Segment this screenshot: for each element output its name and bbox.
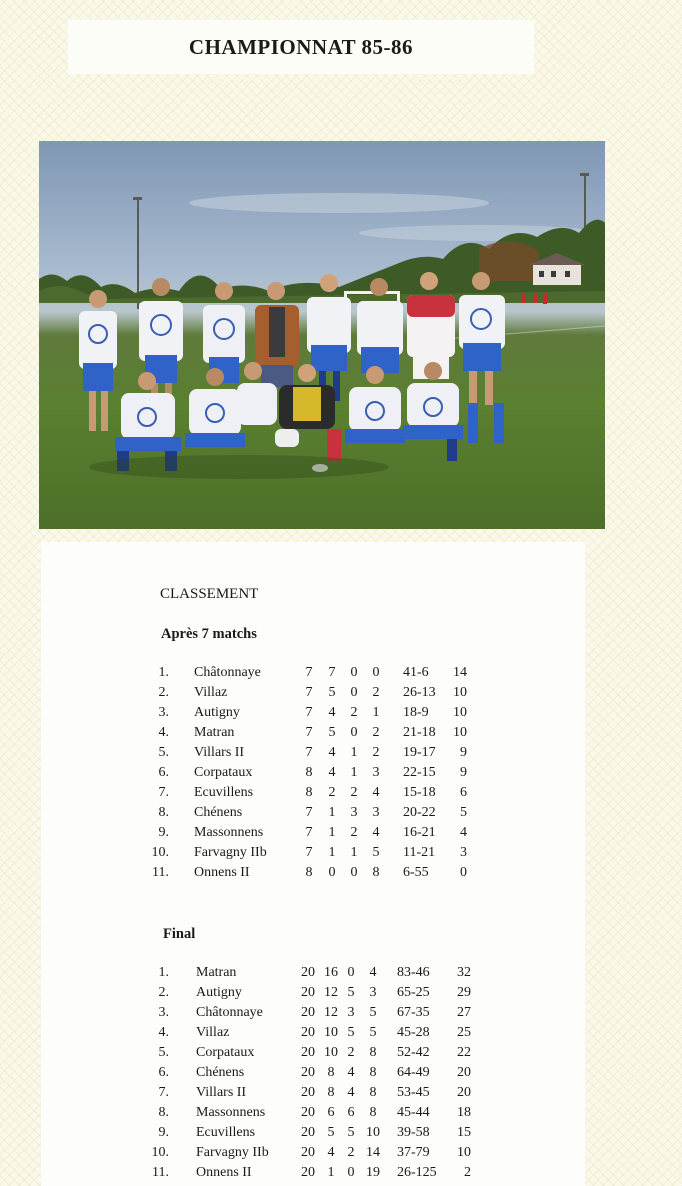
played-cell: 7 — [305, 745, 313, 760]
goals-cell: 19-17 — [403, 745, 436, 760]
lost-cell: 8 — [372, 865, 380, 880]
goals-cell: 37-79 — [397, 1145, 430, 1160]
drawn-cell: 0 — [347, 1165, 355, 1180]
team-cell: Châtonnaye — [196, 1005, 263, 1020]
position-cell: 6. — [158, 1065, 169, 1080]
team-cell: Corpataux — [194, 765, 253, 780]
position-cell: 4. — [158, 1025, 169, 1040]
played-cell: 20 — [301, 1105, 315, 1120]
goals-cell: 6-55 — [403, 865, 429, 880]
drawn-cell: 6 — [347, 1105, 355, 1120]
lost-cell: 8 — [369, 1065, 377, 1080]
goals-cell: 45-28 — [397, 1025, 430, 1040]
drawn-cell: 0 — [350, 685, 358, 700]
drawn-cell: 0 — [347, 965, 355, 980]
won-cell: 1 — [328, 825, 336, 840]
played-cell: 20 — [301, 1045, 315, 1060]
played-cell: 7 — [305, 705, 313, 720]
points-cell: 3 — [460, 845, 467, 860]
won-cell: 0 — [328, 865, 336, 880]
position-cell: 5. — [158, 1045, 169, 1060]
points-cell: 20 — [457, 1065, 471, 1080]
drawn-cell: 0 — [350, 725, 358, 740]
points-cell: 27 — [457, 1005, 471, 1020]
points-cell: 20 — [457, 1085, 471, 1100]
points-cell: 10 — [453, 685, 467, 700]
won-cell: 12 — [324, 1005, 338, 1020]
position-cell: 11. — [152, 865, 169, 880]
position-cell: 2. — [158, 685, 169, 700]
goals-cell: 39-58 — [397, 1125, 430, 1140]
team-cell: Chénens — [194, 805, 243, 820]
team-cell: Ecuvillens — [196, 1125, 256, 1140]
lost-cell: 4 — [369, 965, 377, 980]
lost-cell: 1 — [372, 705, 380, 720]
team-cell: Châtonnaye — [194, 665, 261, 680]
goals-cell: 22-15 — [403, 765, 436, 780]
position-cell: 9. — [158, 825, 169, 840]
won-cell: 16 — [324, 965, 338, 980]
position-cell: 8. — [158, 805, 169, 820]
team-cell: Villaz — [194, 685, 228, 700]
won-cell: 7 — [328, 665, 336, 680]
position-cell: 5. — [158, 745, 169, 760]
position-cell: 6. — [158, 765, 169, 780]
won-cell: 1 — [328, 845, 336, 860]
played-cell: 7 — [305, 825, 313, 840]
team-cell: Matran — [196, 965, 237, 980]
team-cell: Corpataux — [196, 1045, 255, 1060]
won-cell: 10 — [324, 1045, 338, 1060]
position-cell: 10. — [151, 1145, 169, 1160]
points-cell: 22 — [457, 1045, 471, 1060]
drawn-cell: 0 — [350, 865, 358, 880]
goals-cell: 26-125 — [397, 1165, 437, 1180]
lost-cell: 8 — [369, 1085, 377, 1100]
team-cell: Massonnens — [194, 825, 264, 840]
won-cell: 8 — [327, 1085, 335, 1100]
team-cell: Chénens — [196, 1065, 245, 1080]
played-cell: 8 — [305, 865, 313, 880]
standings-sheet — [41, 542, 585, 1186]
lost-cell: 2 — [372, 685, 380, 700]
drawn-cell: 5 — [347, 1025, 355, 1040]
goals-cell: 15-18 — [403, 785, 436, 800]
goals-cell: 53-45 — [397, 1085, 430, 1100]
points-cell: 25 — [457, 1025, 471, 1040]
lost-cell: 8 — [369, 1105, 377, 1120]
drawn-cell: 5 — [347, 1125, 355, 1140]
points-cell: 32 — [457, 965, 471, 980]
played-cell: 20 — [301, 965, 315, 980]
played-cell: 20 — [301, 1025, 315, 1040]
after-7-heading: Après 7 matchs — [161, 626, 257, 642]
team-photo — [39, 141, 605, 529]
played-cell: 20 — [301, 1065, 315, 1080]
points-cell: 29 — [457, 985, 471, 1000]
goals-cell: 83-46 — [397, 965, 430, 980]
team-cell: Matran — [194, 725, 235, 740]
points-cell: 15 — [457, 1125, 471, 1140]
position-cell: 11. — [152, 1165, 169, 1180]
won-cell: 1 — [328, 805, 336, 820]
position-cell: 10. — [151, 845, 169, 860]
drawn-cell: 1 — [350, 845, 358, 860]
played-cell: 7 — [305, 725, 313, 740]
points-cell: 2 — [464, 1165, 471, 1180]
points-cell: 4 — [460, 825, 467, 840]
points-cell: 10 — [453, 725, 467, 740]
points-cell: 18 — [457, 1105, 471, 1120]
team-cell: Autigny — [194, 705, 240, 720]
page-title: CHAMPIONNAT 85-86 — [188, 34, 414, 59]
title-card — [68, 20, 534, 74]
points-cell: 5 — [460, 805, 467, 820]
played-cell: 20 — [301, 1125, 315, 1140]
drawn-cell: 1 — [350, 745, 358, 760]
points-cell: 6 — [460, 785, 467, 800]
won-cell: 4 — [328, 765, 336, 780]
played-cell: 7 — [305, 805, 313, 820]
team-photo-illustration — [39, 141, 605, 529]
drawn-cell: 4 — [347, 1085, 355, 1100]
won-cell: 5 — [328, 685, 336, 700]
won-cell: 12 — [324, 985, 338, 1000]
won-cell: 4 — [328, 745, 336, 760]
lost-cell: 2 — [372, 725, 380, 740]
won-cell: 8 — [327, 1065, 335, 1080]
position-cell: 2. — [158, 985, 169, 1000]
team-cell: Ecuvillens — [194, 785, 254, 800]
points-cell: 9 — [460, 765, 467, 780]
position-cell: 3. — [158, 1005, 169, 1020]
lost-cell: 3 — [369, 985, 377, 1000]
team-cell: Onnens II — [194, 865, 250, 880]
goals-cell: 11-21 — [403, 845, 436, 860]
lost-cell: 19 — [366, 1165, 380, 1180]
team-cell: Villaz — [196, 1025, 230, 1040]
team-cell: Autigny — [196, 985, 242, 1000]
lost-cell: 0 — [372, 665, 380, 680]
position-cell: 9. — [158, 1125, 169, 1140]
lost-cell: 4 — [372, 825, 380, 840]
drawn-cell: 2 — [350, 825, 358, 840]
goals-cell: 52-42 — [397, 1045, 430, 1060]
drawn-cell: 1 — [350, 765, 358, 780]
played-cell: 8 — [305, 785, 313, 800]
drawn-cell: 3 — [347, 1005, 355, 1020]
team-cell: Villars II — [196, 1085, 247, 1100]
position-cell: 1. — [158, 965, 169, 980]
played-cell: 20 — [301, 1165, 315, 1180]
lost-cell: 5 — [369, 1005, 377, 1020]
drawn-cell: 2 — [347, 1045, 355, 1060]
drawn-cell: 3 — [350, 805, 358, 820]
team-cell: Farvagny IIb — [194, 845, 267, 860]
position-cell: 4. — [158, 725, 169, 740]
goals-cell: 67-35 — [397, 1005, 430, 1020]
team-cell: Farvagny IIb — [196, 1145, 269, 1160]
drawn-cell: 2 — [347, 1145, 355, 1160]
points-cell: 9 — [460, 745, 467, 760]
won-cell: 6 — [327, 1105, 335, 1120]
points-cell: 10 — [457, 1145, 471, 1160]
drawn-cell: 2 — [350, 785, 358, 800]
played-cell: 8 — [305, 765, 313, 780]
goals-cell: 64-49 — [397, 1065, 430, 1080]
points-cell: 14 — [453, 665, 467, 680]
drawn-cell: 5 — [347, 985, 355, 1000]
goals-cell: 45-44 — [397, 1105, 430, 1120]
goals-cell: 20-22 — [403, 805, 436, 820]
played-cell: 20 — [301, 1005, 315, 1020]
goals-cell: 41-6 — [403, 665, 429, 680]
lost-cell: 4 — [372, 785, 380, 800]
points-cell: 10 — [453, 705, 467, 720]
goals-cell: 65-25 — [397, 985, 430, 1000]
lost-cell: 3 — [372, 805, 380, 820]
team-cell: Villars II — [194, 745, 245, 760]
team-cell: Onnens II — [196, 1165, 252, 1180]
lost-cell: 10 — [366, 1125, 380, 1140]
won-cell: 5 — [327, 1125, 335, 1140]
drawn-cell: 0 — [350, 665, 358, 680]
won-cell: 4 — [328, 705, 336, 720]
lost-cell: 14 — [366, 1145, 380, 1160]
position-cell: 7. — [158, 1085, 169, 1100]
goals-cell: 21-18 — [403, 725, 436, 740]
position-cell: 1. — [158, 665, 169, 680]
lost-cell: 5 — [369, 1025, 377, 1040]
lost-cell: 5 — [372, 845, 380, 860]
final-heading: Final — [163, 926, 196, 942]
drawn-cell: 4 — [347, 1065, 355, 1080]
goals-cell: 16-21 — [403, 825, 436, 840]
played-cell: 7 — [305, 665, 313, 680]
lost-cell: 2 — [372, 745, 380, 760]
won-cell: 1 — [327, 1165, 335, 1180]
won-cell: 10 — [324, 1025, 338, 1040]
played-cell: 20 — [301, 1145, 315, 1160]
played-cell: 7 — [305, 845, 313, 860]
played-cell: 7 — [305, 685, 313, 700]
won-cell: 2 — [328, 785, 336, 800]
team-cell: Massonnens — [196, 1105, 266, 1120]
played-cell: 20 — [301, 1085, 315, 1100]
classement-heading: CLASSEMENT — [160, 586, 259, 602]
position-cell: 7. — [158, 785, 169, 800]
points-cell: 0 — [460, 865, 467, 880]
goals-cell: 18-9 — [403, 705, 429, 720]
played-cell: 20 — [301, 985, 315, 1000]
position-cell: 8. — [158, 1105, 169, 1120]
position-cell: 3. — [158, 705, 169, 720]
lost-cell: 3 — [372, 765, 380, 780]
drawn-cell: 2 — [350, 705, 358, 720]
won-cell: 4 — [327, 1145, 335, 1160]
lost-cell: 8 — [369, 1045, 377, 1060]
won-cell: 5 — [328, 725, 336, 740]
goals-cell: 26-13 — [403, 685, 436, 700]
